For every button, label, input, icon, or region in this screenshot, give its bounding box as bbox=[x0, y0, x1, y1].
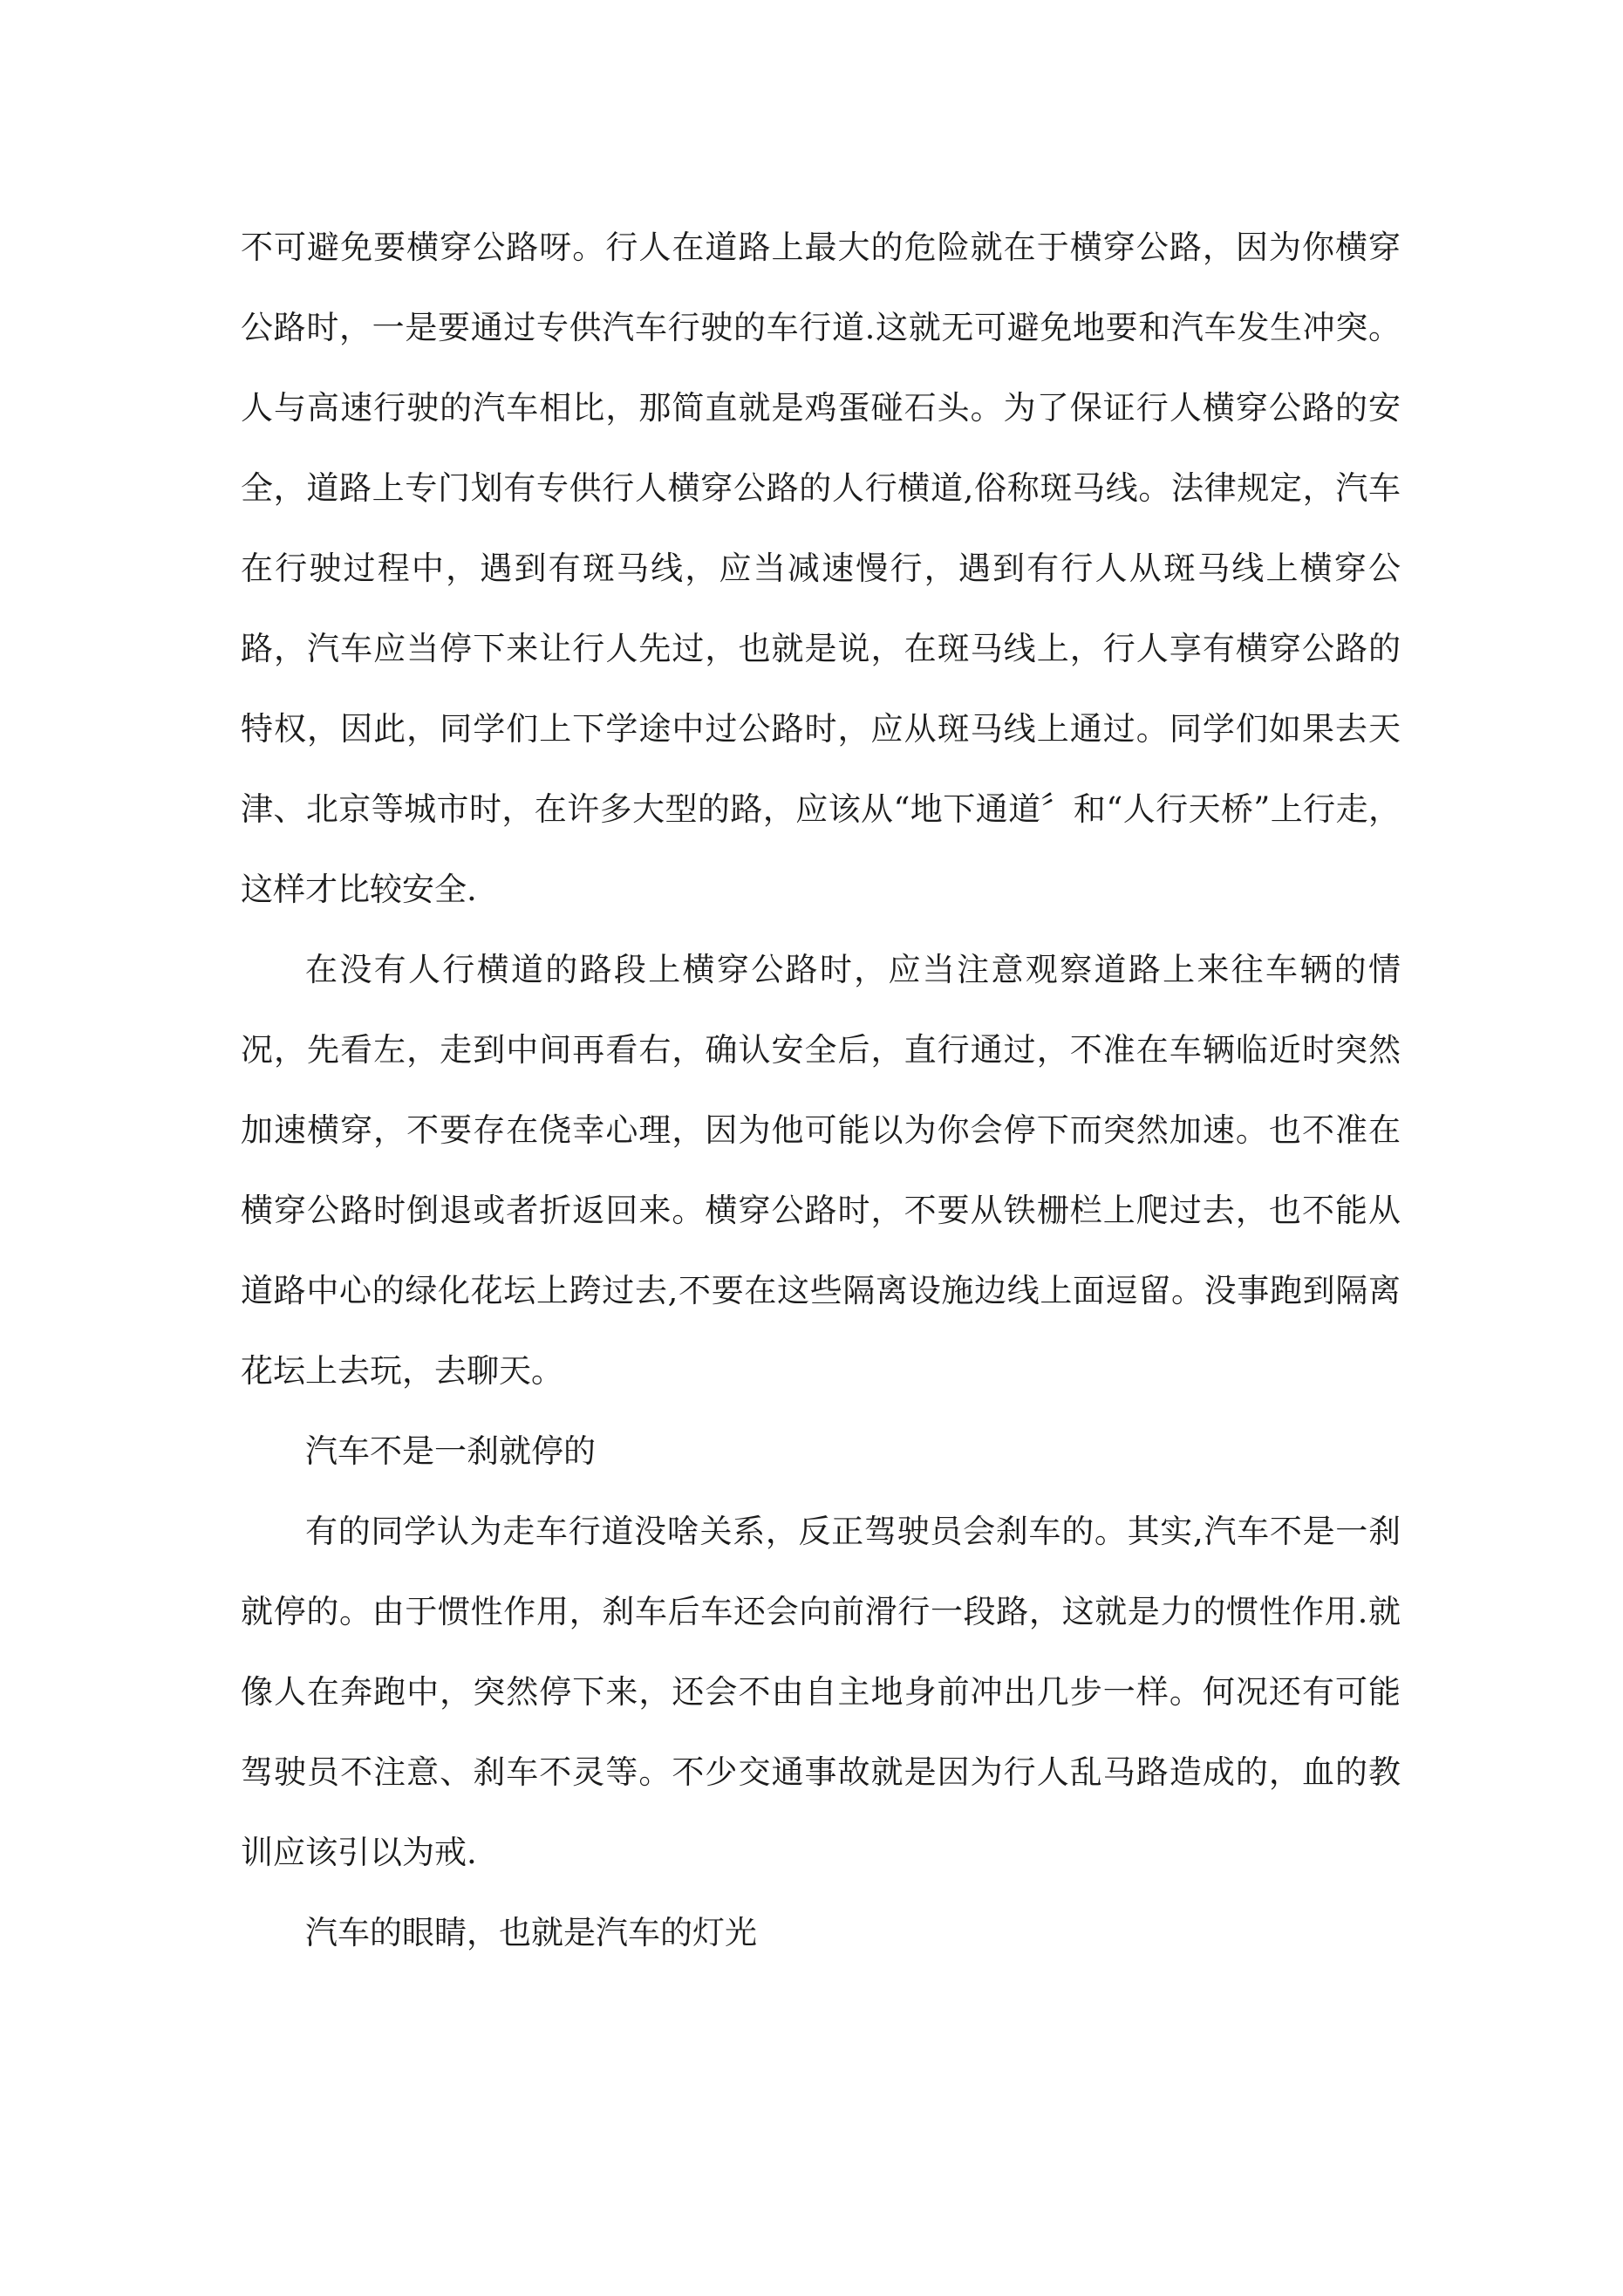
document-body bbox=[241, 208, 1401, 1973]
paragraph-no-crosswalk: 在没有人行横道的路段上横穿公路时，应当注意观察道路上来往车辆的情况，先看左，走到中间再看右，确认安全后，直行通过，不准在车辆临近时突然加速横穿，不要存在侥幸心理，因为他可能以为你会停下而突然加速。也不准在横穿公路时倒退或者折返回来。横穿公路时，不要从铁栅栏上爬过去，也不能从道路中心的绿化花坛上跨过去,不要在这些隔离设施边线上面逗留。没事跑到隔离花坛上去玩，去聊天。 bbox=[241, 951, 1401, 1390]
section-heading-headlights: 汽车的眼睛，也就是汽车的灯光 bbox=[305, 1914, 757, 1951]
section-heading-braking: 汽车不是一刹就停的 bbox=[305, 1432, 596, 1470]
paragraph-braking-inertia: 有的同学认为走车行道没啥关系，反正驾驶员会刹车的。其实,汽车不是一刹就停的。由于惯性作用，刹车后车还会向前滑行一段路，这就是力的惯性作用.就像人在奔跑中，突然停下来，还会不由自主地身前冲出几步一样。何况还有可能驾驶员不注意、刹车不灵等。不少交通事故就是因为行人乱马路造成的，血的教训应该引以为戒. bbox=[241, 1513, 1401, 1871]
paragraph-crossing-road: 不可避免要横穿公路呀。行人在道路上最大的危险就在于横穿公路，因为你横穿公路时，一是要通过专供汽车行驶的车行道.这就无可避免地要和汽车发生冲突。人与高速行驶的汽车相比，那简直就是鸡蛋碰石头。为了保证行人横穿公路的安全，道路上专门划有专供行人横穿公路的人行横道,俗称斑马线。法律规定，汽车在行驶过程中，遇到有斑马线，应当减速慢行，遇到有行人从斑马线上横穿公路，汽车应当停下来让行人先过，也就是说，在斑马线上，行人享有横穿公路的特权，因此，同学们上下学途中过公路时，应从斑马线上通过。同学们如果去天津、北京等城市时，在许多大型的路，应该从“地下通道〞和“人行天桥”上行走，这样才比较安全. bbox=[241, 229, 1401, 908]
